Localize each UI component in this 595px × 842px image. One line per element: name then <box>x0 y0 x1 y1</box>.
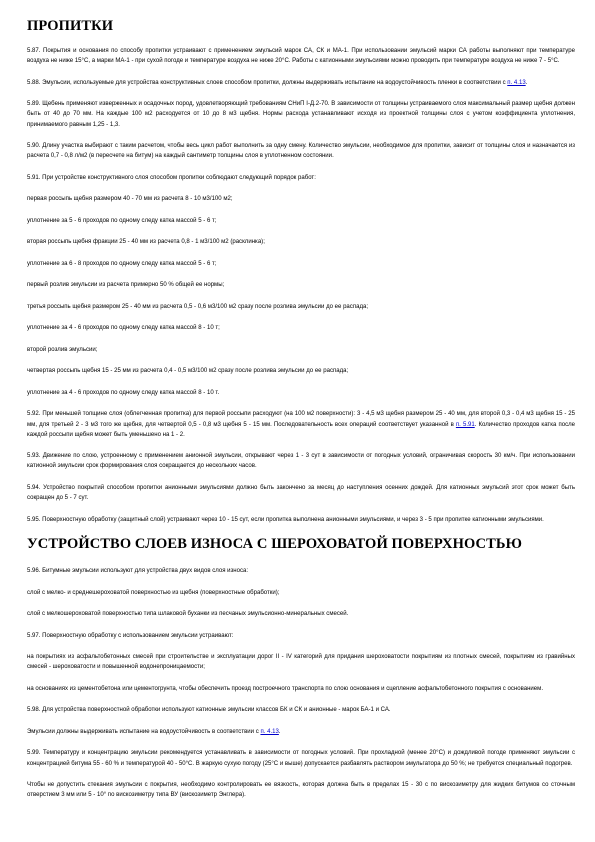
step-item: вторая россыпь щебня фракции 25 - 40 мм из расчета 0,8 - 1 м3/100 м2 (расклинка); <box>27 239 265 246</box>
paragraph-5-90: 5.90. Длину участка выбирают с таким расчетом, чтобы весь цикл работ выполнить за одну смену. Количество эмульсии, необходимое для пропитки, зависит от толщины слоя и назначается из расчета 0,7 - 0,8 л/м2 (в пересчете на битум) на каждый сантиметр толщины слоя в уплотненном состоянии. <box>27 143 575 160</box>
paragraph-5-98-note-end: . <box>278 728 281 735</box>
paragraph-5-87: 5.87. Покрытия и основания по способу пропитки устраивают с применением эмульсий марок СА, СК и МА-1. При использовании эмульсий марки СА работы выполняют при температуре воздуха не ниже 15°С, а марки МА-1 - при сухой погоде и температуре воздуха не ниже 20°С. Работы с катионными эмульсиями можно проводить при температуре воздуха не ниже 7 - 5°С. <box>27 48 575 65</box>
section-heading-impregnation: ПРОПИТКИ <box>27 18 114 34</box>
paragraph-5-88 <box>27 78 575 88</box>
paragraph-5-100: Чтобы не допустить стекания эмульсии с покрытия, необходимо контролировать ее вязкость, которая должна быть в пределах 15 - 30 с по вискозиметру для жидких битумов со сточным отверстием 3 мм или 5 - 10° по вискозиметру типа ВУ (вискозиметр Энглера). <box>27 782 575 799</box>
list-item: слой с мелкошероховатой поверхностью типа шлаковой буханки из песчаных эмульсионно-минеральных смесей. <box>27 611 349 618</box>
list-item: на основаниях из цементобетона или цементогрунта, чтобы обеспечить проезд построечного транспорта по слою основания и сцепление асфальтобетонного покрытия с основанием. <box>27 685 544 692</box>
paragraph-5-98-note <box>27 727 575 737</box>
step-item: второй розлив эмульсии; <box>27 346 98 353</box>
paragraph-5-92-end: . Количество проходов катка после каждой россыпи щебня может быть уменьшено на 1 - 2. <box>27 421 575 438</box>
paragraph-5-91: 5.91. При устройстве конструктивного слоя способом пропитки соблюдают следующий порядок работ: <box>27 174 316 181</box>
paragraph-5-92 <box>27 409 575 440</box>
paragraph-5-99: 5.99. Температуру и концентрацию эмульсии рекомендуется устанавливать в зависимости от погодных условий. При прохладной (менее 20°С) и дождливой погоде применяют эмульсии с концентрацией битума 55 - 60 % и температурой 40 - 50°С. В жаркую сухую погоду (25°С и выше) допускается разбавлять раствором эмульгатора до 50 %; не требуется специальный подогрев. <box>27 750 575 767</box>
paragraph-5-92-text: 5.92. При меньшей толщине слоя (облегченная пропитка) для первой россыпи расходуют (на 100 м2 поверхности): 3 - 4,5 м3 щебня размером 25 - 40 мм, для второй 0,3 - 0,4 м3 щебня 15 - 25 мм, для третьей 2 - 3 м3 того же щебня, для четвертой 0,5 - 0,8 м3 щебня 5 - 15 мм. Последовательность всех операций соответствует указанной в <box>27 411 575 428</box>
paragraph-5-93: 5.93. Движение по слою, устроенному с применением анионной эмульсии, открывают через 1 - 3 сут в зависимости от погодных условий, ограничивая скорость 30 км/ч. При использовании катионной эмульсии срок формирования слоя сокращается до нескольких часов. <box>27 453 575 470</box>
paragraph-5-98: 5.98. Для устройства поверхностной обработки используют катионные эмульсии классов БК и СК и анионные - марок БА-1 и СА. <box>27 707 391 714</box>
step-item: уплотнение за 6 - 8 проходов по одному следу катка массой 5 - 6 т; <box>27 260 217 267</box>
link-p-4-13[interactable]: п. 4.13 <box>507 79 526 86</box>
step-item: четвертая россыпь щебня 15 - 25 мм из расчета 0,4 - 0,5 м3/100 м2 сразу после розлива эмульсии до ее распада; <box>27 368 349 375</box>
paragraph-5-88-text: 5.88. Эмульсии, используемые для устройства конструктивных слоев способом пропитки, должны выдерживать испытание на водоустойчивость пленки в соответствии с <box>27 79 508 86</box>
step-item: уплотнение за 4 - 6 проходов по одному следу катка массой 8 - 10 т; <box>27 325 220 332</box>
paragraph-5-94: 5.94. Устройство покрытий способом пропитки анионными эмульсиями должно быть закончено за месяц до наступления осенних дождей. Для катионных эмульсий этот срок может быть сокращен до 5 - 7 сут. <box>27 484 575 502</box>
paragraph-5-88-end: . <box>525 79 528 86</box>
paragraph-5-89: 5.89. Щебень применяют изверженных и осадочных пород, удовлетворяющий требованиям СНиП I-Д.2-70. В зависимости от толщины устраиваемого слоя максимальный размер щебня должен быть от 40 до 70 мм. На каждые 100 м2 расходуется от 10 до 8 м3 щебня. Нормы расхода устанавливают исходя из проектной толщины слоя с учетом коэффициента уплотнения, принимаемого равным 1,25 - 1,3. <box>27 101 575 128</box>
step-item: первый розлив эмульсии из расчета примерно 50 % общей ее нормы; <box>27 282 225 289</box>
paragraph-5-95: 5.95. Поверхностную обработку (защитный слой) устраивают через 10 - 15 сут, если пропитка выполнена анионными эмульсиями, и через 3 - 5 при пропитке катионными эмульсиями. <box>27 516 544 523</box>
step-item: первая россыпь щебня размером 40 - 70 мм из расчета 8 - 10 м3/100 м2; <box>27 196 233 203</box>
list-item: слой с мелко- и среднешероховатой поверхностью из щебня (поверхностные обработки); <box>27 589 280 596</box>
paragraph-5-98-note-text: Эмульсии должны выдерживать испытание на водоустойчивость в соответствии с <box>27 728 261 735</box>
link-p-4-13-second[interactable]: п. 4.13 <box>260 728 279 735</box>
paragraph-5-96: 5.96. Битумные эмульсии используют для устройства двух видов слоя износа: <box>27 568 249 575</box>
step-item: третья россыпь щебня размером 25 - 40 мм из расчета 0,5 - 0,6 м3/100 м2 сразу после розлива эмульсии до ее распада; <box>27 303 369 310</box>
step-item: уплотнение за 5 - 6 проходов по одному следу катка массой 5 - 6 т; <box>27 217 217 224</box>
section-heading-wear-layers: УСТРОЙСТВО СЛОЕВ ИЗНОСА С ШЕРОХОВАТОЙ ПОВЕРХНОСТЬЮ <box>27 536 522 553</box>
paragraph-5-97: 5.97. Поверхностную обработку с использованием эмульсии устраивают: <box>27 632 234 639</box>
link-p-5-91[interactable]: п. 5.91 <box>455 421 475 428</box>
step-item: уплотнение за 4 - 6 проходов по одному следу катка массой 8 - 10 т. <box>27 389 220 396</box>
list-item: на покрытиях из асфальтобетонных смесей при строительстве и эксплуатации дорог II - IV категорий для придания шероховатости покрытиям из плотных смесей, покрытиям из гравийных смесей - шероховатости и повышенной водонепроницаемости; <box>27 654 575 671</box>
